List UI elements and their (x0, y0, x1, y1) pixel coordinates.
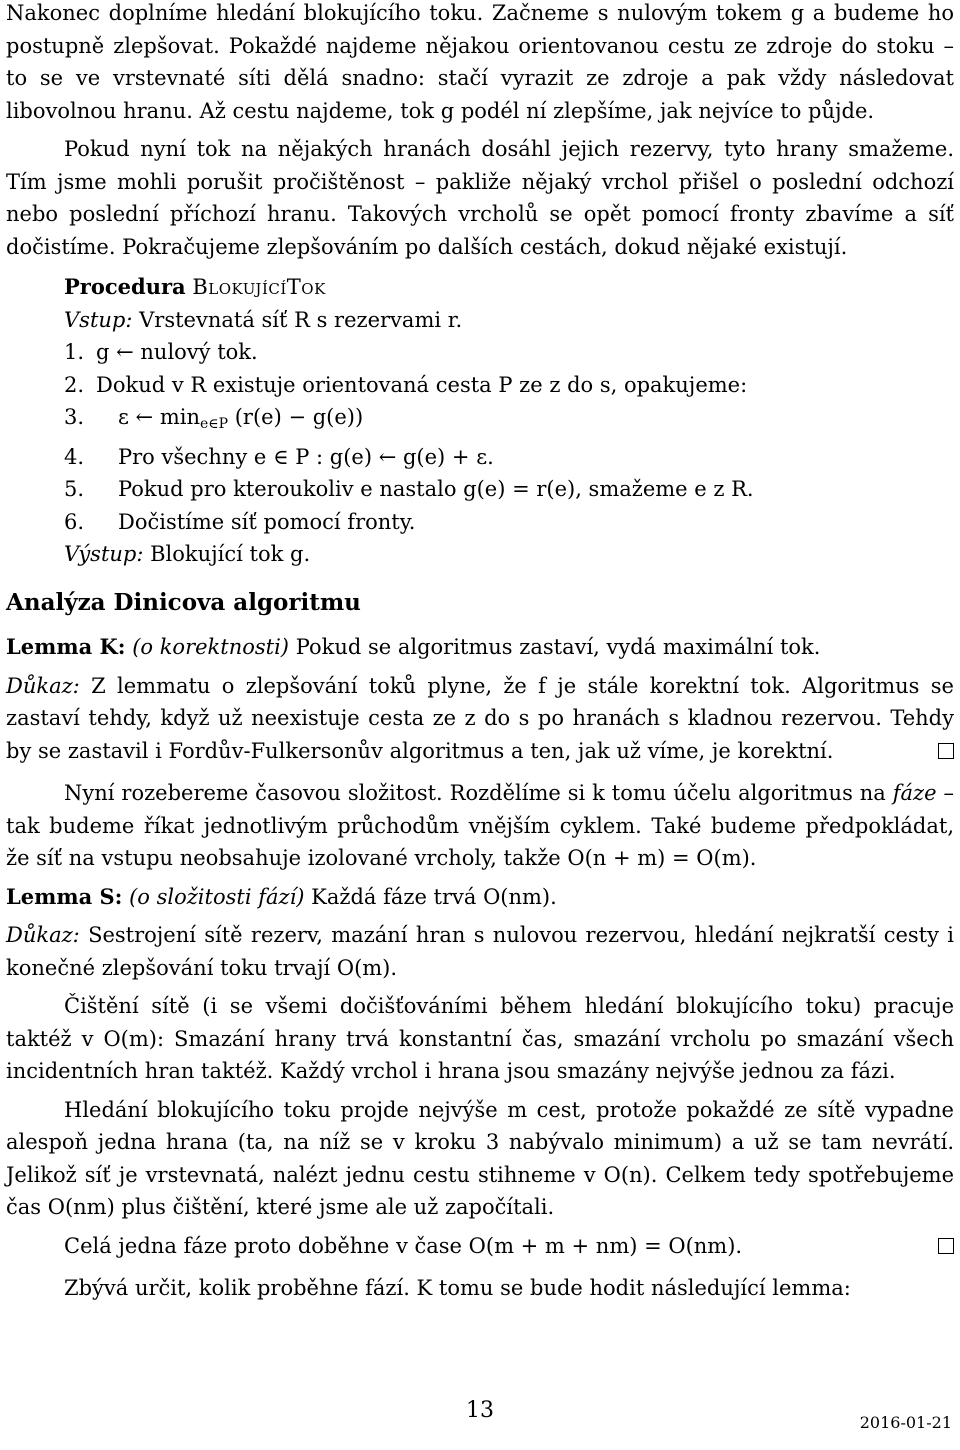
procedure-output-label: Výstup: (64, 542, 144, 566)
procedure-label: Procedura (64, 274, 186, 299)
procedure-output (64, 538, 954, 571)
procedure-name: BlokujícíTok (192, 275, 326, 299)
procedure-block (64, 271, 954, 571)
step-text: Pokud pro kteroukoliv e nastalo g(e) = r(e), smažeme e z R. (118, 477, 754, 501)
step-number: 6. (64, 509, 85, 534)
step-text: Dočistíme síť pomocí fronty. (118, 509, 416, 534)
paragraph-remaining: Zbývá určit, kolik proběhne fází. K tomu se bude hodit následující lemma: (64, 1276, 851, 1300)
lemma-s (6, 881, 954, 914)
proof-s-text: Sestrojení sítě rezerv, mazání hran s nulovou rezervou, hledání nejkratší cesty i konečné zlepšování toku trvají O(m). (6, 923, 954, 980)
paragraph-complexity-intro: Nyní rozebereme časovou složitost. Rozdělíme si k tomu účelu algoritmus na fáze – tak budeme říkat jednotlivým průchodům vnějším cyklem. Také budeme předpokládat, že síť na vstupu neobsahuje izolované vrcholy, takže O(n + m) = O(m). (6, 781, 954, 870)
procedure-step (64, 369, 954, 402)
procedure-step (64, 506, 954, 539)
procedure-step (64, 473, 954, 506)
lemma-k-head: Lemma K: (6, 634, 126, 659)
step-text: g ← nulový tok. (96, 340, 258, 364)
step-number: 5. (64, 477, 85, 501)
lemma-s-text: Každá fáze trvá O(nm). (311, 884, 557, 909)
procedure-header (64, 271, 954, 304)
paragraph-blocking-search: Hledání blokujícího toku projde nejvýše m cest, protože pokaždé ze sítě vypadne alespoň jedna hrana (ta, na níž se v kroku 3 nabývalo minimum) a už se tam nevrátí. Jelikož síť je vrstevnatá, nalézt jednu cestu stihneme v O(n). Celkem tedy spotřebujeme čas O(nm) plus čištění, které jsme ale už započítali. (6, 1097, 954, 1219)
phase-term: fáze (892, 781, 937, 805)
qed-box-icon (938, 743, 954, 759)
proof-k (6, 670, 954, 768)
step-number: 1. (64, 340, 85, 364)
procedure-input (64, 304, 954, 337)
page-footer (0, 1395, 960, 1435)
procedure-input-label: Vstup: (64, 307, 133, 332)
step-subscript: e∈P (199, 416, 229, 432)
lemma-s-head: Lemma S: (6, 883, 123, 909)
page-number: 13 (466, 1398, 494, 1423)
procedure-output-text: Blokující tok g. (150, 542, 311, 566)
paragraph-cleaning: Čištění sítě (i se všemi dočišťováními během hledání blokujícího toku) pracuje taktéž v O(m): Smazání hrany trvá konstantní čas, smazání vrcholu po smazání všech incidentních hran taktéž. Každý vrchol i hrana jsou smazány nejvýše jednou za fázi. (6, 994, 954, 1083)
lemma-k (6, 631, 954, 664)
qed-box-icon (938, 1238, 954, 1254)
step-text: Pro všechny e ∈ P : g(e) ← g(e) + ε. (118, 444, 494, 469)
lemma-k-text: Pokud se algoritmus zastaví, vydá maximální tok. (295, 635, 821, 659)
lemma-k-qualifier: (o korektnosti) (132, 635, 289, 659)
step-number: 2. (64, 372, 85, 397)
paragraph-phase-total: Celá jedna fáze proto doběhne v čase O(m + m + nm) = O(nm). (6, 1230, 954, 1263)
section-title: Analýza Dinicova algoritmu (6, 588, 361, 616)
procedure-input-text: Vrstevnatá síť R s rezervami r. (139, 307, 463, 332)
step-number: 3. (64, 405, 85, 429)
proof-s (6, 919, 954, 984)
lemma-s-qualifier: (o složitosti fází) (129, 884, 305, 909)
step-text: Dokud v R existuje orientovaná cesta P ze z do s, opakujeme: (96, 372, 748, 397)
footer-date: 2016-01-21 (859, 1413, 952, 1432)
paragraph-deleting-edges: Pokud nyní tok na nějakých hranách dosáhl jejich rezervy, tyto hrany smažeme. Tím jsme mohli porušit pročištěnost – pakliže nějaký vrchol přišel o poslední odchozí nebo poslední příchozí hranu. Takových vrcholů se opět pomocí fronty zbavíme a síť dočistíme. Pokračujeme zlepšováním po dalších cestách, dokud nějaké existují. (6, 137, 954, 259)
proof-k-text: Z lemmatu o zlepšování toků plyne, že f je stále korektní tok. Algoritmus se zastaví tehdy, když už neexistuje cesta ze z do s po hranách s kladnou rezervou. Tehdy by se zastavil i Fordův-Fulkersonův algoritmus a ten, jak už víme, je korektní. (6, 673, 954, 763)
procedure-step (64, 336, 954, 369)
proof-k-label: Důkaz: (6, 673, 80, 698)
proof-s-label: Důkaz: (6, 923, 80, 947)
step-number: 4. (64, 444, 85, 469)
procedure-step (64, 401, 954, 441)
step-text: ε ← $\min_{e\in P} (r(e) - g(e))$ (118, 405, 364, 432)
procedure-step (64, 441, 954, 474)
paragraph-blocking-flow-intro: Nakonec doplníme hledání blokujícího toku. Začneme s nulovým tokem g a budeme ho postupně zlepšovat. Pokaždé najdeme nějakou orientovanou cestu ze zdroje do stoku – to se ve vrstevnaté síti dělá snadno: stačí vyrazit ze zdroje a pak vždy následovat libovolnou hranu. Až cestu najdeme, tok g podél ní zlepšíme, jak nejvíce to půjde. (6, 1, 954, 123)
